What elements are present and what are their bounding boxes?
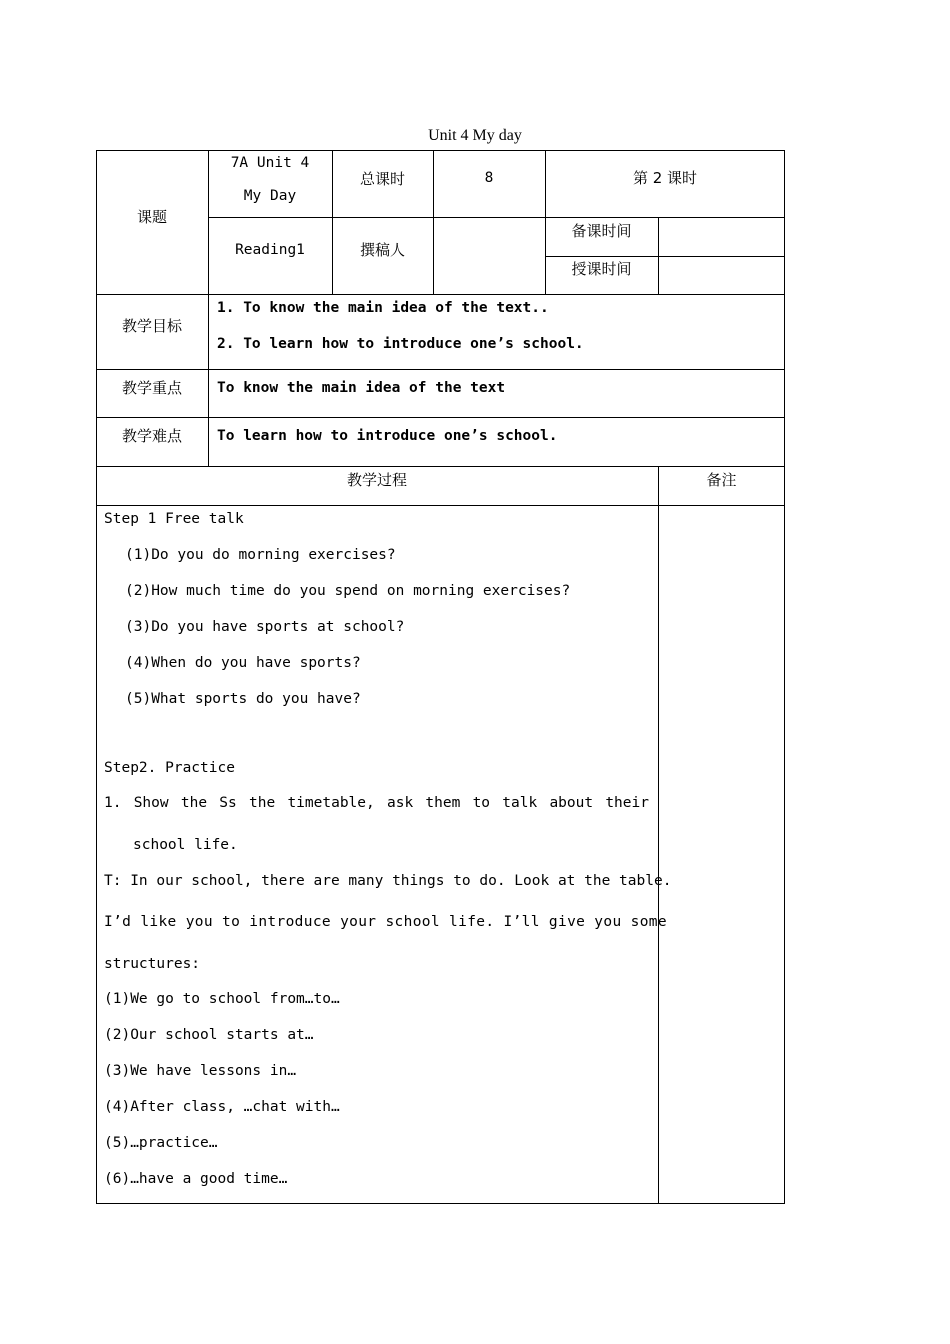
word: to bbox=[472, 795, 491, 811]
table-divider bbox=[658, 466, 659, 1204]
key-points-label: 教学重点 bbox=[121, 379, 182, 397]
difficulties-label: 教学难点 bbox=[121, 427, 182, 445]
total-hours-value: 8 bbox=[484, 170, 494, 186]
step2-title: Step2. Practice bbox=[104, 760, 235, 776]
teach-time-label: 授课时间 bbox=[571, 260, 632, 278]
table-divider bbox=[96, 505, 785, 506]
table-divider bbox=[96, 466, 785, 467]
unit-line-2: My Day bbox=[243, 188, 297, 204]
structure-item: (5)…practice… bbox=[104, 1135, 218, 1151]
table-border-left bbox=[96, 150, 97, 1204]
lesson-number: 第 2 课时 bbox=[632, 169, 698, 187]
total-hours-label: 总课时 bbox=[359, 170, 405, 188]
teacher-line: I’d like you to introduce your school life. I’ll give you some bbox=[104, 914, 667, 930]
step1-question: (2)How much time do you spend on morning exercises? bbox=[125, 583, 571, 599]
objective-item: 1. To know the main idea of the text.. bbox=[217, 300, 549, 316]
table-divider bbox=[545, 256, 785, 257]
topic-label: 课题 bbox=[136, 208, 167, 226]
table-border-right bbox=[784, 150, 785, 1204]
structure-item: (1)We go to school from…to… bbox=[104, 991, 340, 1007]
table-border-top bbox=[96, 150, 785, 151]
table-border-bottom bbox=[96, 1203, 785, 1204]
difficulties-text: To learn how to introduce one’s school. bbox=[217, 428, 558, 444]
table-divider bbox=[96, 369, 785, 370]
structure-item: (6)…have a good time… bbox=[104, 1171, 288, 1187]
notes-label: 备注 bbox=[706, 471, 737, 489]
table-divider bbox=[208, 217, 785, 218]
table-divider bbox=[96, 417, 785, 418]
step2-item-1 bbox=[104, 795, 649, 811]
word: ask bbox=[386, 795, 414, 811]
step2-item-1-continued: school life. bbox=[133, 837, 238, 853]
teacher-line: T: In our school, there are many things to do. Look at the table. bbox=[104, 873, 672, 889]
lesson-type: Reading1 bbox=[235, 242, 305, 258]
word: their bbox=[605, 795, 649, 811]
word: Ss bbox=[219, 795, 237, 811]
table-divider bbox=[658, 217, 659, 294]
step1-question: (4)When do you have sports? bbox=[125, 655, 361, 671]
table-divider bbox=[96, 294, 785, 295]
step1-title: Step 1 Free talk bbox=[104, 511, 244, 527]
word: 1. bbox=[104, 795, 122, 811]
document-title: Unit 4 My day bbox=[428, 127, 522, 144]
structure-item: (4)After class, …chat with… bbox=[104, 1099, 340, 1115]
word: Show bbox=[133, 795, 169, 811]
lesson-plan-table bbox=[96, 150, 785, 1204]
word: them bbox=[425, 795, 461, 811]
objective-item: 2. To learn how to introduce one’s school. bbox=[217, 336, 584, 352]
structure-item: (2)Our school starts at… bbox=[104, 1027, 314, 1043]
teacher-line: structures: bbox=[104, 956, 201, 972]
step1-question: (1)Do you do morning exercises? bbox=[125, 547, 396, 563]
structure-item: (3)We have lessons in… bbox=[104, 1063, 297, 1079]
word: the bbox=[180, 795, 208, 811]
word: timetable, bbox=[287, 795, 375, 811]
word: talk bbox=[502, 795, 538, 811]
key-points-text: To know the main idea of the text bbox=[217, 380, 506, 396]
word: the bbox=[249, 795, 276, 811]
unit-line-1: 7A Unit 4 bbox=[230, 155, 310, 171]
prep-time-label: 备课时间 bbox=[571, 222, 632, 240]
process-label: 教学过程 bbox=[346, 471, 407, 489]
step1-question: (5)What sports do you have? bbox=[125, 691, 361, 707]
step1-question: (3)Do you have sports at school? bbox=[125, 619, 405, 635]
objectives-label: 教学目标 bbox=[121, 317, 182, 335]
author-label: 撰稿人 bbox=[359, 241, 405, 259]
word: about bbox=[549, 795, 594, 811]
